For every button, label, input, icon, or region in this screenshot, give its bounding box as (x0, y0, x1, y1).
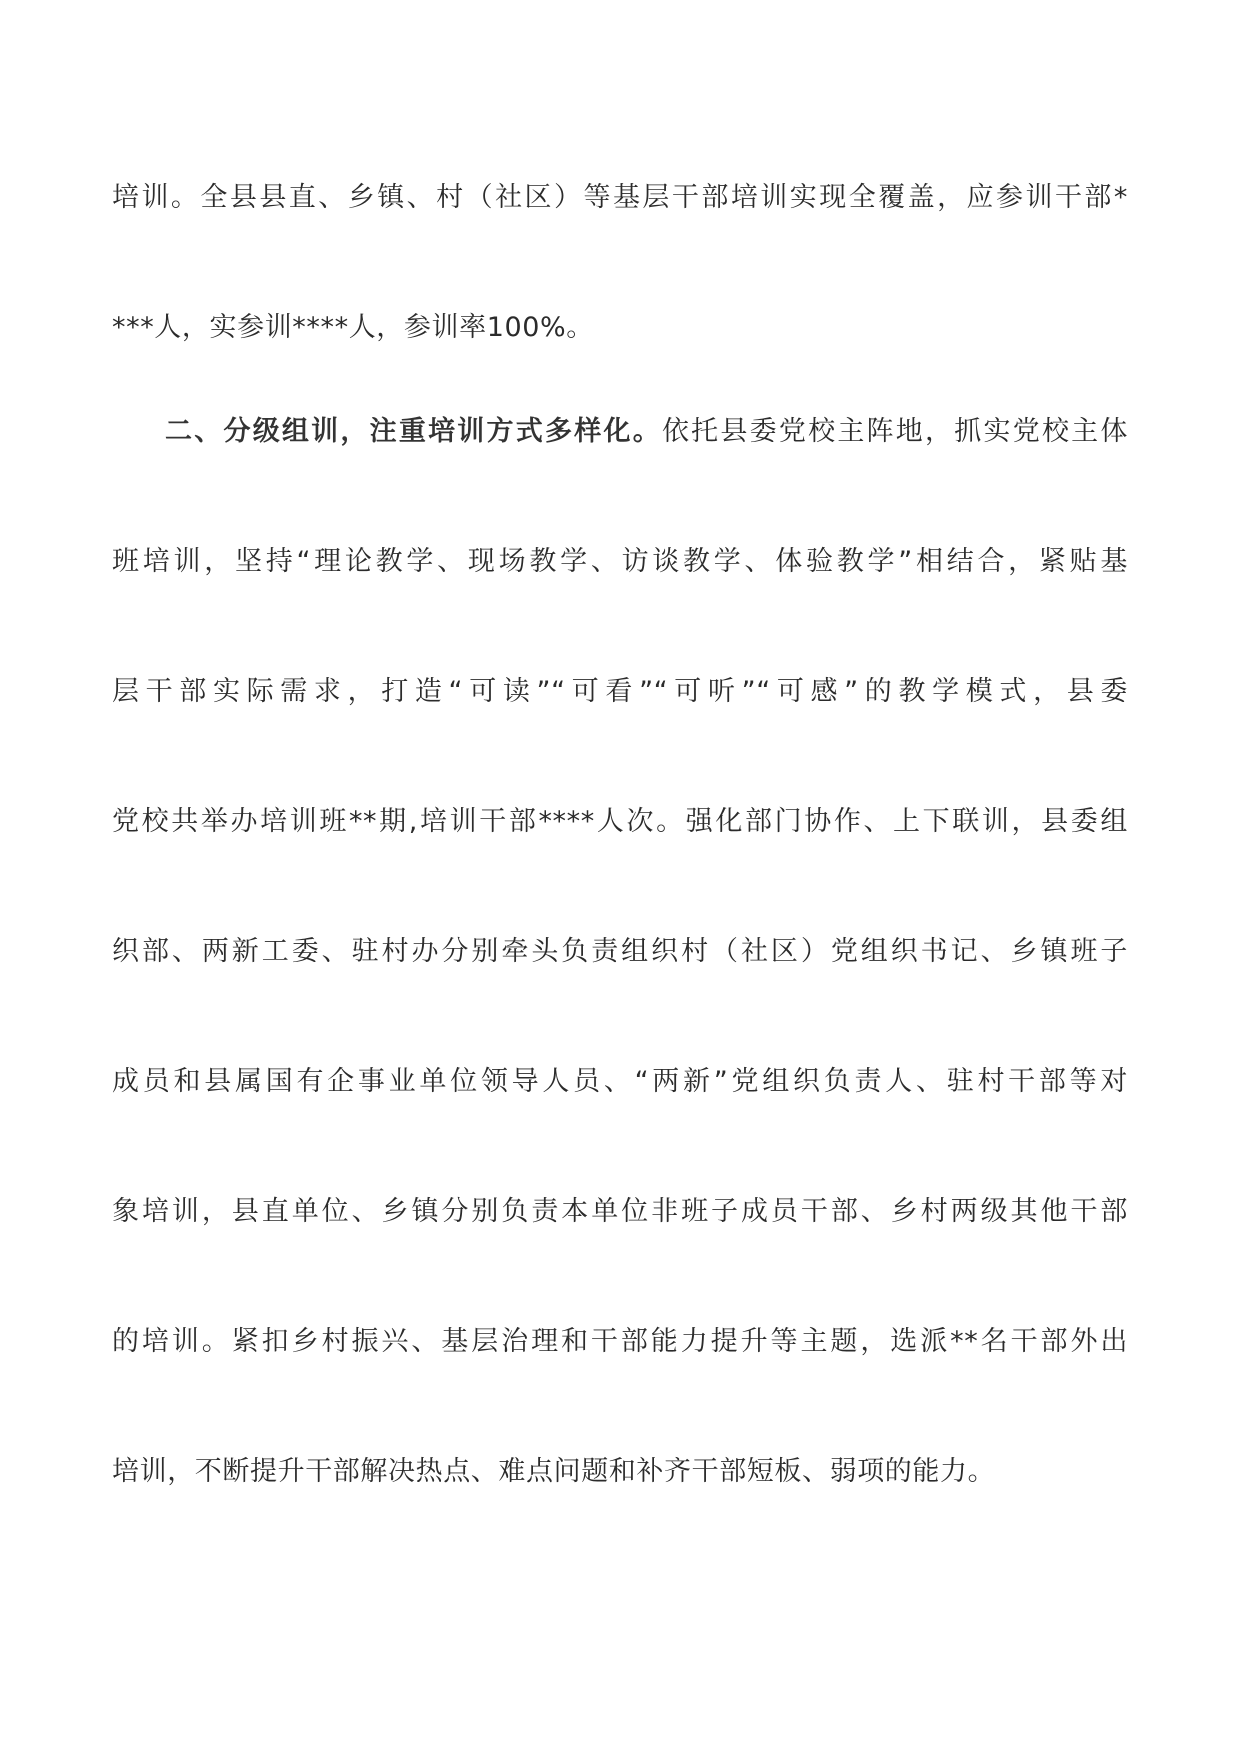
paragraph-2-line-6: 成员和县属国有企事业单位领导人员、“两新”党组织负责人、驻村干部等对 (112, 1066, 1128, 1097)
paragraph-2-line-2: 班培训，坚持“理论教学、现场教学、访谈教学、体验教学”相结合，紧贴基 (112, 546, 1128, 577)
paragraph-2-line-1 (165, 412, 1128, 452)
section-heading: 二、分级组训，注重培训方式多样化。 (165, 416, 662, 447)
paragraph-2-line-5: 织部、两新工委、驻村办分别牵头负责组织村（社区）党组织书记、乡镇班子 (112, 936, 1128, 967)
paragraph-1-line-1: 培训。全县县直、乡镇、村（社区）等基层干部培训实现全覆盖，应参训干部* (112, 182, 1128, 213)
paragraph-2-line-4: 党校共举办培训班**期,培训干部****人次。强化部门协作、上下联训，县委组 (112, 806, 1128, 837)
paragraph-2-line-7: 象培训，县直单位、乡镇分别负责本单位非班子成员干部、乡村两级其他干部 (112, 1196, 1128, 1227)
paragraph-2-line-8: 的培训。紧扣乡村振兴、基层治理和干部能力提升等主题，选派**名干部外出 (112, 1326, 1128, 1357)
paragraph-2-line-9: 培训，不断提升干部解决热点、难点问题和补齐干部短板、弱项的能力。 (112, 1456, 996, 1487)
paragraph-2-line-3: 层干部实际需求，打造“可读”“可看”“可听”“可感”的教学模式，县委 (112, 676, 1128, 707)
paragraph-1-line-2: ***人，实参训****人，参训率100%。 (112, 312, 594, 343)
paragraph-2-line-1-text: 依托县委党校主阵地，抓实党校主体 (661, 416, 1128, 447)
